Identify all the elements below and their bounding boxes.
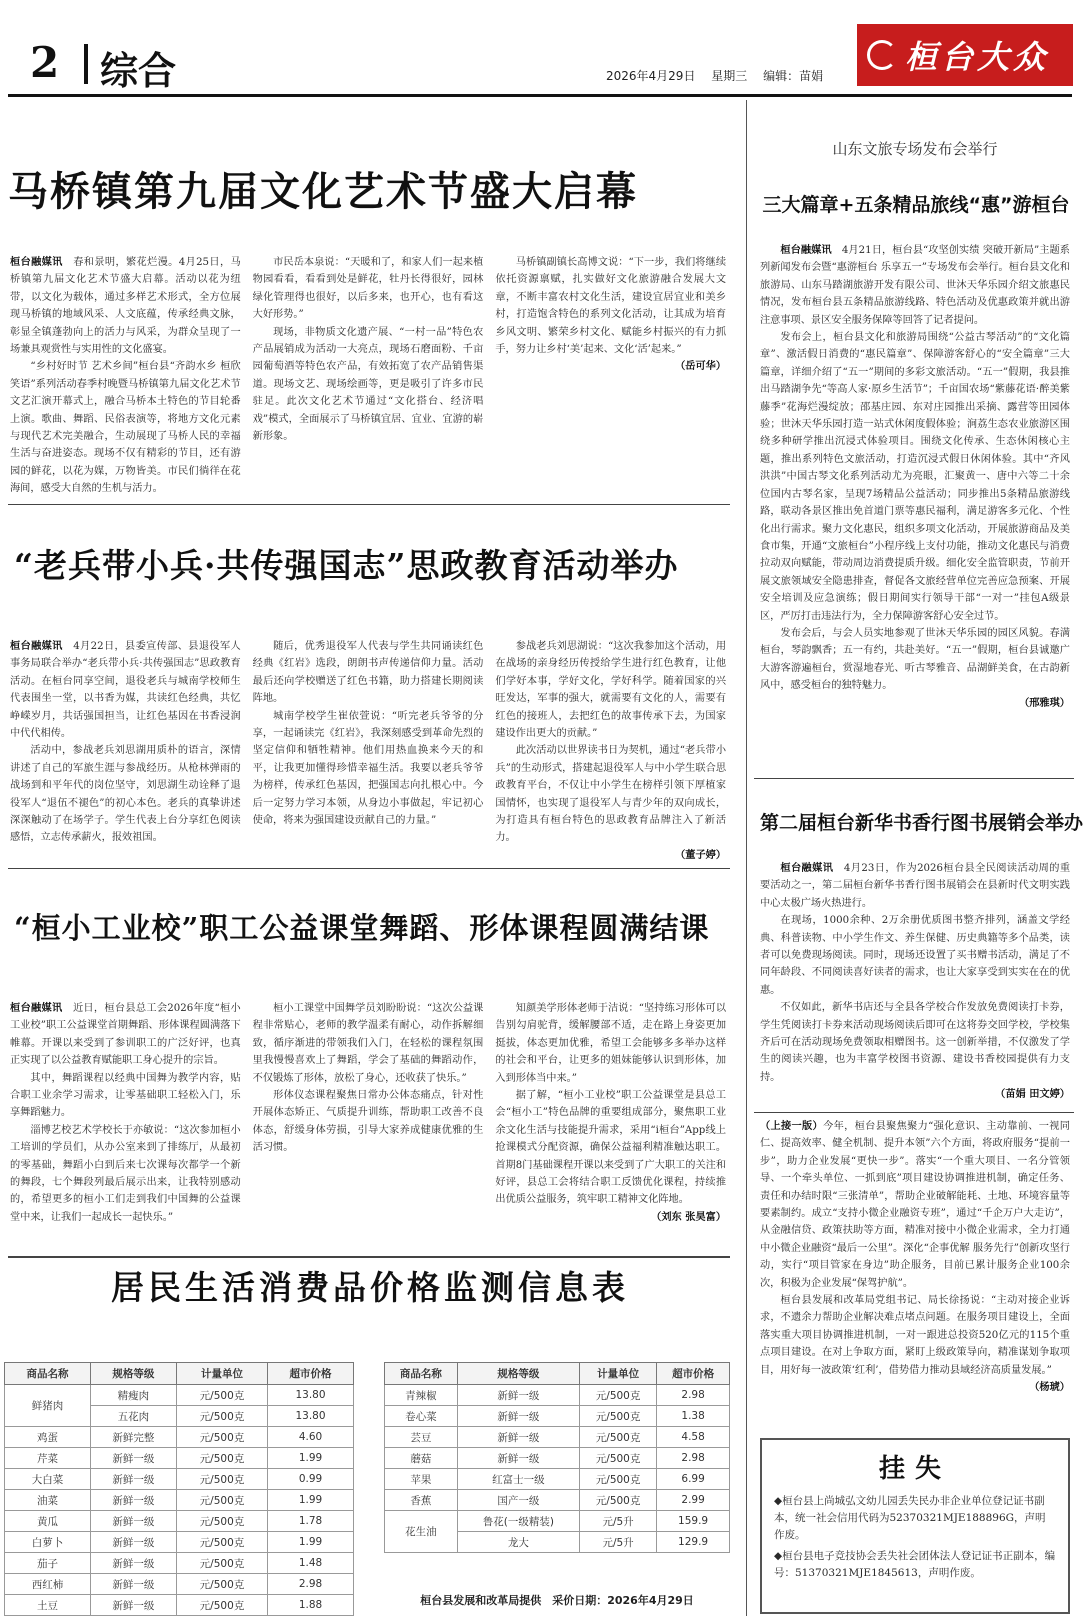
article-body: [10, 254, 727, 495]
paragraph: 现场，非物质文化遗产展、“一村一品”特色农产品展销成为活动一大亮点，现场石磨面粉、千亩园葡萄酒等特色农产品，有效拓宽了农产品销售渠道。现场文艺、现场绘画等，更是吸引了许多市民驻足。此次文化艺术节通过“文化搭台、经济唱戏”模式，全面展示了马桥镇宜居、宜业、宜游的崭新形象。: [252, 326, 484, 443]
paragraph: 城南学校学生崔依萱说：“听完老兵爷爷的分享，一起诵读完《红岩》，我深刻感受到革命先烈的坚定信仰和牺牲精神。他们用热血换来今天的和平，让我更加懂得珍惜幸福生活。我要以老兵爷爷为榜样，传承红色基因，把强国志向扎根心中。今后一定努力学习本领，从身边小事做起，牢记初心使命，将来为强国建设贡献自己的力量。”: [252, 710, 484, 827]
paragraph: 发布会上，桓台县文化和旅游局围绕“公益古琴活动”的“文化篇章”、激活假日消费的“惠民篇章”、保障游客舒心的“安全篇章”三大篇章，详细介绍了“五一”期间的多彩文旅活动。“五一”假期，我县推出马踏湖争先“等高人家·原乡生活节”；千亩国农场“紫藤花语·醉美紫藤季”花海烂漫绽放；邵基庄园、东对庄园推出采摘、露营等田园体验；世沐天华乐园打造一站式休闲度假体验；涧荔生态农业旅游区围绕多种研学推出沉浸式体验项目。围绕文化传承、生态休闲核心主题，推出系列特色文旅活动，打造沉浸式假日休闲体验。其中“齐风洪洪”中国古琴文化系列活动尤为亮眼，汇聚黄一、唐中六等二十余位国内古琴名家，呈现7场精品公益活动；同步推出5条精品旅游线路，联动各景区推出免首道门票等惠民福利，满足游客多元化、个性化出行需求。聚力文化惠民，组织多项文化活动，开展旅游商品及美食市集，开通“文旅桓台”小程序线上支付功能，推动文化惠民与消费拉动双向赋能，带动周边消费提质升级。细化安全监管职责，节前开展文旅领域安全隐患排查，督促各文旅经营单位完善应急预案、开展安全培训及应急演练；假日期间实行领导干部“一对一”挂包A级景区，严厉打击违法行为，全力保障游客舒心安全过节。: [760, 332, 1070, 622]
paragraph: 今年，桓台县聚焦聚力“强化意识、主动靠前、一视同仁、提高效率、健全机制、提升本领”六个方面，将政府服务“提前一步”，助力企业发展“更快一步”。落实“一个重大项目、一名分管领导、一个牵头单位、一抓到底”项目建设协调推进机制，确定任务、责任和办结时限“三张清单”，帮助企业破解能耗、土地、环境容量等要素制约。成立“支持小微企业融资专班”，通过“千企万户大走访”，从金融信贷、政策扶助等方面，精准对接中小微企业需求，全力打通中小微企业融资“最后一公里”。深化“企事优解 服务先行”创新攻坚行动，实行“项目管家在身边”助企服务，目前已累计服务企业100余次，积极为企业发展“保驾护航”。: [760, 1121, 1070, 1289]
product-name-cell: 苹果: [385, 1469, 458, 1490]
price-cell: 129.9: [657, 1532, 730, 1553]
spec-cell: 新鲜一级: [90, 1532, 176, 1553]
paragraph: 近日，桓台县总工会2026年度“桓小工业校”职工公益课堂首期舞蹈、形体课程圆满落下帷幕。开课以来受到了参训职工的广泛好评，也真正实现了以公益教育赋能职工身心提升的宗旨。: [10, 1003, 241, 1067]
article-author: （杨琥）: [1029, 1381, 1070, 1394]
article-lead: 桓台融媒讯: [10, 256, 63, 268]
article-author: （岳可华）: [675, 360, 727, 373]
column-header: 规格等级: [457, 1363, 579, 1385]
spec-cell: 精瘦肉: [90, 1385, 176, 1406]
table-row: [5, 1511, 354, 1532]
unit-cell: 元/500克: [176, 1427, 267, 1448]
article-headline: “桓小工业校”职工公益课堂舞蹈、形体课程圆满结课: [14, 911, 710, 945]
issue-editor: 编辑：苗娟: [763, 69, 824, 83]
article-author: （刘东 张昊富）: [651, 1210, 727, 1223]
article-headline: 马桥镇第九届文化艺术节盛大启幕: [8, 168, 638, 215]
lost-notice-box: [760, 1438, 1070, 1614]
price-cell: 1.99: [268, 1532, 354, 1553]
paragraph: 4月22日，县委宣传部、县退役军人事务局联合举办“老兵带小兵·共传强国志”思政教育活动。在桓台同享空间，退役老兵与城南学校师生代表围坐一堂，以书香为媒，共读红色经典，共忆峥嵘岁月，共话强国担当，让红色基因在书香浸润中代代相传。: [10, 641, 241, 740]
table-row: [5, 1490, 354, 1511]
spec-cell: 新鲜一级: [457, 1448, 579, 1469]
paragraph: 市民岳本泉说：“天暖和了，和家人们一起来植物园看看，看看到处是鲜花，牡丹长得很好，园林绿化管理得也很好，以后多来，也开心，也有看这大好形势。”: [252, 257, 484, 321]
table-row: [385, 1511, 730, 1532]
column-header: 商品名称: [385, 1363, 458, 1385]
unit-cell: 元/500克: [580, 1490, 657, 1511]
table-row: [385, 1469, 730, 1490]
product-name-cell: 鲜猪肉: [5, 1385, 91, 1427]
paragraph: “乡村好时节 艺术乡间”桓台县“齐韵水乡 桓欣笑语”系列活动春季村晚暨马桥镇第九届文化艺术节文艺汇演开幕式上，融合马桥本土特色的节目轮番上演。歌曲、舞蹈、民俗表演等，将地方文化元素与现代艺术完美融合，生动展现了马桥人民的幸福生活与奋进姿态。现场不仅有精彩的节目，还有游园的鲜花，以花为媒，万物皆美。市民们徜徉在花海间，感受大自然的生机与活力。: [10, 361, 241, 495]
column-header: 规格等级: [90, 1363, 176, 1385]
paragraph: 形体仪态课程聚焦日常办公体态痛点，针对性开展体态矫正、气质提升训练，帮助职工改善不良体态，舒缓身体劳损，引导大家养成健康优雅的生活习惯。: [252, 1090, 484, 1154]
paragraph: 知颜美学形体老师于洁说：“坚持练习形体可以告别勾肩驼背，缓解腰部不适，走在路上身姿更加挺拔，体态更加优雅，希望工会能够多多举办这样的社会和平台，让更多的姐妹能够认识到形体，加入到形体当中来。”: [495, 1003, 727, 1084]
price-cell: 2.98: [268, 1574, 354, 1595]
unit-cell: 元/500克: [580, 1385, 657, 1406]
paragraph: 此次活动以世界读书日为契机，通过“老兵带小兵”的生动形式，搭建起退役军人与中小学生联合思政教育平台，不仅让中小学生在榜样引领下厚植家国情怀，也实现了退役军人与青少年的双向成长，为打造具有桓台特色的思政教育品牌注入了新活力。: [495, 745, 727, 844]
page-divider: [84, 44, 88, 84]
unit-cell: 元/5升: [580, 1532, 657, 1553]
product-name-cell: 蘑菇: [385, 1448, 458, 1469]
product-name-cell: 鸡蛋: [5, 1427, 91, 1448]
paragraph: 淄博艺校艺术学校长于亦敏说：“这次参加桓小工培训的学员们，从办公室来到了排练厅，从最初的零基础，舞蹈小白到后来七次课每次都学一个新的舞段，七个舞段列最后展示出来，让我特别感动的，希望更多的桓小工们走到我们中国舞的公益课堂中来，让我们一起成长一起快乐。”: [10, 1124, 241, 1223]
spec-cell: 新鲜一级: [90, 1553, 176, 1574]
divider: [754, 1112, 1074, 1113]
spec-cell: 新鲜一级: [457, 1427, 579, 1448]
article-author: （董子婷）: [675, 848, 727, 861]
unit-cell: 元/500克: [176, 1490, 267, 1511]
paragraph: 桓台县发展和改革局党组书记、局长徐扬说：“主动对接企业诉求，不遗余力帮助企业解决难点堵点问题。在服务项目建设上，全面落实重大项目协调推进机制，一对一跟进总投资520亿元的115个重点项目建设。在对上争取方面，紧盯上级政策导向，精准谋划争取项目，用好每一波政策‘红利’，借势借力推动县域经济高质量发展。”: [760, 1295, 1070, 1376]
logo-emblem-icon: [867, 40, 897, 70]
unit-cell: 元/500克: [176, 1385, 267, 1406]
paragraph: 发布会后，与会人员实地参观了世沐天华乐园的园区风貌。春满桓台，琴韵飘香；五一有约，共赴美好。“五一”假期，桓台县诚邀广大游客游遍桓台，赏湿地春光、听古琴雅音、品湖鲜美食，在古韵新风中，感受桓台的独特魅力。: [760, 627, 1070, 692]
unit-cell: 元/500克: [176, 1553, 267, 1574]
spec-cell: 新鲜一级: [90, 1511, 176, 1532]
table-row: [5, 1385, 354, 1406]
article-headline: “老兵带小兵·共传强国志”思政教育活动举办: [14, 546, 679, 585]
table-row: [5, 1595, 354, 1616]
product-name-cell: 黄瓜: [5, 1511, 91, 1532]
price-cell: 13.80: [268, 1406, 354, 1427]
unit-cell: 元/500克: [580, 1448, 657, 1469]
newspaper-name: 桓台大众: [905, 38, 1050, 76]
product-name-cell: 香蕉: [385, 1490, 458, 1511]
article-lead: 桓台融媒讯: [780, 244, 832, 256]
paragraph: 马桥镇副镇长高博文说：“下一步，我们将继续依托资源禀赋，扎实做好文化旅游融合发展大文章，不断丰富农村文化生活，建设宜居宜业和美乡村，打造饱含特色的系列文化活动，让其成为培育乡风文明、繁荣乡村文化、赋能乡村振兴的有力抓手，努力让乡村‘美’起来、文化‘活’起来。”: [495, 257, 727, 356]
notice-item: ◆桓台县电子竞技协会丢失社会团体法人登记证书正副本，编号：51370321MJE1845613，声明作废。: [774, 1550, 1056, 1579]
table-row: [5, 1574, 354, 1595]
price-cell: 4.58: [657, 1427, 730, 1448]
product-name-cell: 芸豆: [385, 1427, 458, 1448]
price-cell: 1.48: [268, 1553, 354, 1574]
table-row: [5, 1427, 354, 1448]
paragraph: 随后，优秀退役军人代表与学生共同诵读红色经典《红岩》选段，朗朗书声传递信仰力量。活动最后还向学校赠送了红色书籍，助力搭建长期阅读阵地。: [252, 641, 484, 705]
article-author: （苗娟 田文婷）: [995, 1088, 1070, 1101]
article-body: [10, 1000, 727, 1223]
issue-weekday: 星期三: [711, 69, 748, 83]
issue-info: [606, 67, 835, 84]
notice-title: 挂失: [878, 1454, 951, 1484]
spec-cell: 新鲜一级: [90, 1595, 176, 1616]
price-cell: 1.38: [657, 1406, 730, 1427]
table-row: [385, 1385, 730, 1406]
table-row: [385, 1448, 730, 1469]
spec-cell: 鲁花(一级精装): [457, 1511, 579, 1532]
column-divider: [746, 100, 747, 1616]
article-author: （邢雅琪）: [1019, 696, 1070, 709]
unit-cell: 元/500克: [176, 1469, 267, 1490]
spec-cell: 新鲜一级: [90, 1448, 176, 1469]
product-name-cell: 油菜: [5, 1490, 91, 1511]
article-headline: 三大篇章+五条精品旅线“惠”游桓台: [762, 194, 1070, 216]
article-body: [760, 1118, 1070, 1426]
spec-cell: 新鲜一级: [90, 1574, 176, 1595]
divider: [8, 868, 730, 869]
paragraph: 桓小工课堂中国舞学员刘盼盼说：“这次公益课程非常贴心，老师的教学温柔有耐心，动作拆解细致，循序渐进的带领我们入门，在轻松的课程氛围里我慢慢喜欢上了舞蹈，学会了基础的舞蹈动作，不仅锻炼了形体，放松了身心，还收获了快乐。”: [252, 1003, 484, 1084]
paragraph: 其中，舞蹈课程以经典中国舞为教学内容，贴合职工业余学习需求，让零基础职工轻松入门，乐享舞蹈魅力。: [10, 1072, 241, 1119]
spec-cell: 新鲜一级: [90, 1469, 176, 1490]
divider: [754, 778, 1074, 779]
newspaper-logo: [857, 24, 1073, 86]
price-cell: 0.99: [268, 1469, 354, 1490]
table-row: [5, 1553, 354, 1574]
product-name-cell: 茄子: [5, 1553, 91, 1574]
notice-item: ◆桓台县上尚城弘文幼儿园丢失民办非企业单位登记证书副本，统一社会信用代码为52370321MJE188896G，声明作废。: [774, 1495, 1046, 1541]
unit-cell: 元/500克: [176, 1406, 267, 1427]
product-name-cell: 卷心菜: [385, 1406, 458, 1427]
product-name-cell: 西红柿: [5, 1574, 91, 1595]
table-row: [5, 1469, 354, 1490]
section-title: 综合: [100, 49, 177, 93]
article-kicker: 山东文旅专场发布会举行: [832, 140, 998, 158]
price-table-title: 居民生活消费品价格监测信息表: [111, 1268, 629, 1307]
article-lead: （上接一版）: [760, 1120, 824, 1132]
column-header: 商品名称: [5, 1363, 91, 1385]
price-cell: 1.99: [268, 1490, 354, 1511]
paragraph: 参战老兵刘思湖说：“这次我参加这个活动，用在战场的亲身经历传授给学生进行红色教育，让他们学好本事，学好文化，学好科学。随着国家的兴旺发达，军事的强大，就需要有文化的人，需要有红色的接班人，去把红色的故事传承下去，为国家建设作出更大的贡献。”: [495, 641, 727, 740]
unit-cell: 元/500克: [580, 1469, 657, 1490]
article-headline: 第二届桓台新华书香行图书展销会举办: [760, 812, 1083, 834]
product-name-cell: 大白菜: [5, 1469, 91, 1490]
unit-cell: 元/500克: [176, 1574, 267, 1595]
column-header: 超市价格: [657, 1363, 730, 1385]
paragraph: 活动中，参战老兵刘思湖用质朴的语言，深情讲述了自己的军旅生涯与参战经历。从枪林弹雨的战场到和平年代的岗位坚守，刘思湖生动诠释了退役军人“退伍不褪色”的初心本色。老兵的真挚讲述深深触动了在场学子。学生代表上台分享红色阅读感悟，立志传承薪火，报效祖国。: [10, 745, 241, 844]
price-table-right: [384, 1362, 730, 1553]
divider: [8, 504, 730, 505]
price-cell: 6.99: [657, 1469, 730, 1490]
price-cell: 159.9: [657, 1511, 730, 1532]
spec-cell: 红富士一级: [457, 1469, 579, 1490]
article-lead: 桓台融媒讯: [10, 1002, 63, 1014]
spec-cell: 国产一级: [457, 1490, 579, 1511]
price-cell: 2.98: [657, 1448, 730, 1469]
price-cell: 1.88: [268, 1595, 354, 1616]
column-header: 计量单位: [580, 1363, 657, 1385]
spec-cell: 新鲜一级: [457, 1406, 579, 1427]
product-name-cell: 青辣椒: [385, 1385, 458, 1406]
spec-cell: 新鲜一级: [457, 1385, 579, 1406]
unit-cell: 元/500克: [176, 1595, 267, 1616]
price-table-source: 桓台县发展和改革局提供 采价日期：2026年4月29日: [420, 1594, 694, 1607]
paragraph: 不仅如此，新华书店还与全县各学校合作发放免费阅读打卡券，学生凭阅读打卡券来活动现场阅读后即可在这将券交回学校，学校集齐后可在活动现场免费领取相赠图书。这一创新举措，不仅激发了学生的阅读兴趣，也为丰富学校图书资源、建设书香校园提供有力支持。: [760, 1002, 1070, 1083]
page-number: 2: [30, 38, 60, 87]
column-header: 计量单位: [176, 1363, 267, 1385]
product-name-cell: 花生油: [385, 1511, 458, 1553]
article-body: [760, 860, 1070, 1104]
price-cell: 4.60: [268, 1427, 354, 1448]
spec-cell: 五花肉: [90, 1406, 176, 1427]
unit-cell: 元/500克: [176, 1448, 267, 1469]
price-cell: 2.99: [657, 1490, 730, 1511]
table-row: [5, 1532, 354, 1553]
unit-cell: 元/500克: [176, 1511, 267, 1532]
paragraph: 春和景明，繁花烂漫。4月25日，马桥镇第九届文化艺术节盛大启幕。活动以花为纽带，以文化为载体，通过多样艺术形式，全方位展现马桥镇的地域风采、人文底蕴，传承经典文脉，彰显全镇蓬勃向上的活力与风采，为群众呈现了一场兼具观赏性与实用性的文化盛宴。: [10, 257, 241, 356]
paragraph: 4月21日，桓台县“攻坚创实绩 突破开新局”主题系列新闻发布会暨“惠游桓台 乐享五一”专场发布会举行。桓台县文化和旅游局、山东马踏湖旅游开发有限公司、世沐天华乐园介绍文旅惠民情况，发布桓台县五条精品旅游线路、特色活动及优惠政策并就出游注意事项、景区安全服务保障等回答了记者提问。: [760, 245, 1070, 326]
price-table-left: [4, 1362, 354, 1616]
unit-cell: 元/500克: [176, 1532, 267, 1553]
table-row: [5, 1448, 354, 1469]
paragraph: 据了解，“桓小工业校”职工公益课堂是县总工会“桓小工”特色品牌的重要组成部分，聚焦职工业余文化生活与技能提升需求，采用“i桓台”App线上抢课模式分配资源，确保公益福利精准触达职工。首期8门基础课程开课以来受到了广大职工的关注和好评，县总工会将结合职工反馈优化课程，持续推出优质公益服务，筑牢职工精神文化阵地。: [495, 1090, 727, 1206]
article-body: [760, 242, 1070, 766]
divider: [8, 1256, 730, 1258]
product-name-cell: 白萝卜: [5, 1532, 91, 1553]
spec-cell: 新鲜完整: [90, 1427, 176, 1448]
product-name-cell: 芹菜: [5, 1448, 91, 1469]
unit-cell: 元/500克: [580, 1406, 657, 1427]
unit-cell: 元/500克: [580, 1427, 657, 1448]
article-lead: 桓台融媒讯: [780, 862, 834, 874]
product-name-cell: 土豆: [5, 1595, 91, 1616]
column-header: 超市价格: [268, 1363, 354, 1385]
masthead-rule: [8, 94, 1072, 97]
price-cell: 1.78: [268, 1511, 354, 1532]
price-cell: 2.98: [657, 1385, 730, 1406]
price-cell: 1.99: [268, 1448, 354, 1469]
price-cell: 13.80: [268, 1385, 354, 1406]
table-row: [385, 1427, 730, 1448]
paragraph: 在现场，1000余种、2万余册优质图书整齐排列，涵盖文学经典、科普读物、中小学生作文、养生保健、历史典籍等多个品类，读者可以免费现场阅读。同时，现场还设置了买书赠书活动，满足了不同年龄段、不同阅读喜好读者的需求，也让大家享受到实实在在的优惠。: [760, 915, 1070, 996]
article-body: [10, 638, 727, 861]
spec-cell: 新鲜一级: [90, 1490, 176, 1511]
table-row: [385, 1406, 730, 1427]
issue-date: 2026年4月29日: [606, 69, 696, 83]
unit-cell: 元/5升: [580, 1511, 657, 1532]
paragraph: 4月23日，作为2026桓台县全民阅读活动周的重要活动之一，第二届桓台新华书香行图书展销会在县新时代文明实践中心太极广场火热进行。: [760, 863, 1071, 909]
spec-cell: 龙大: [457, 1532, 579, 1553]
article-lead: 桓台融媒讯: [10, 640, 63, 652]
table-row: [385, 1490, 730, 1511]
